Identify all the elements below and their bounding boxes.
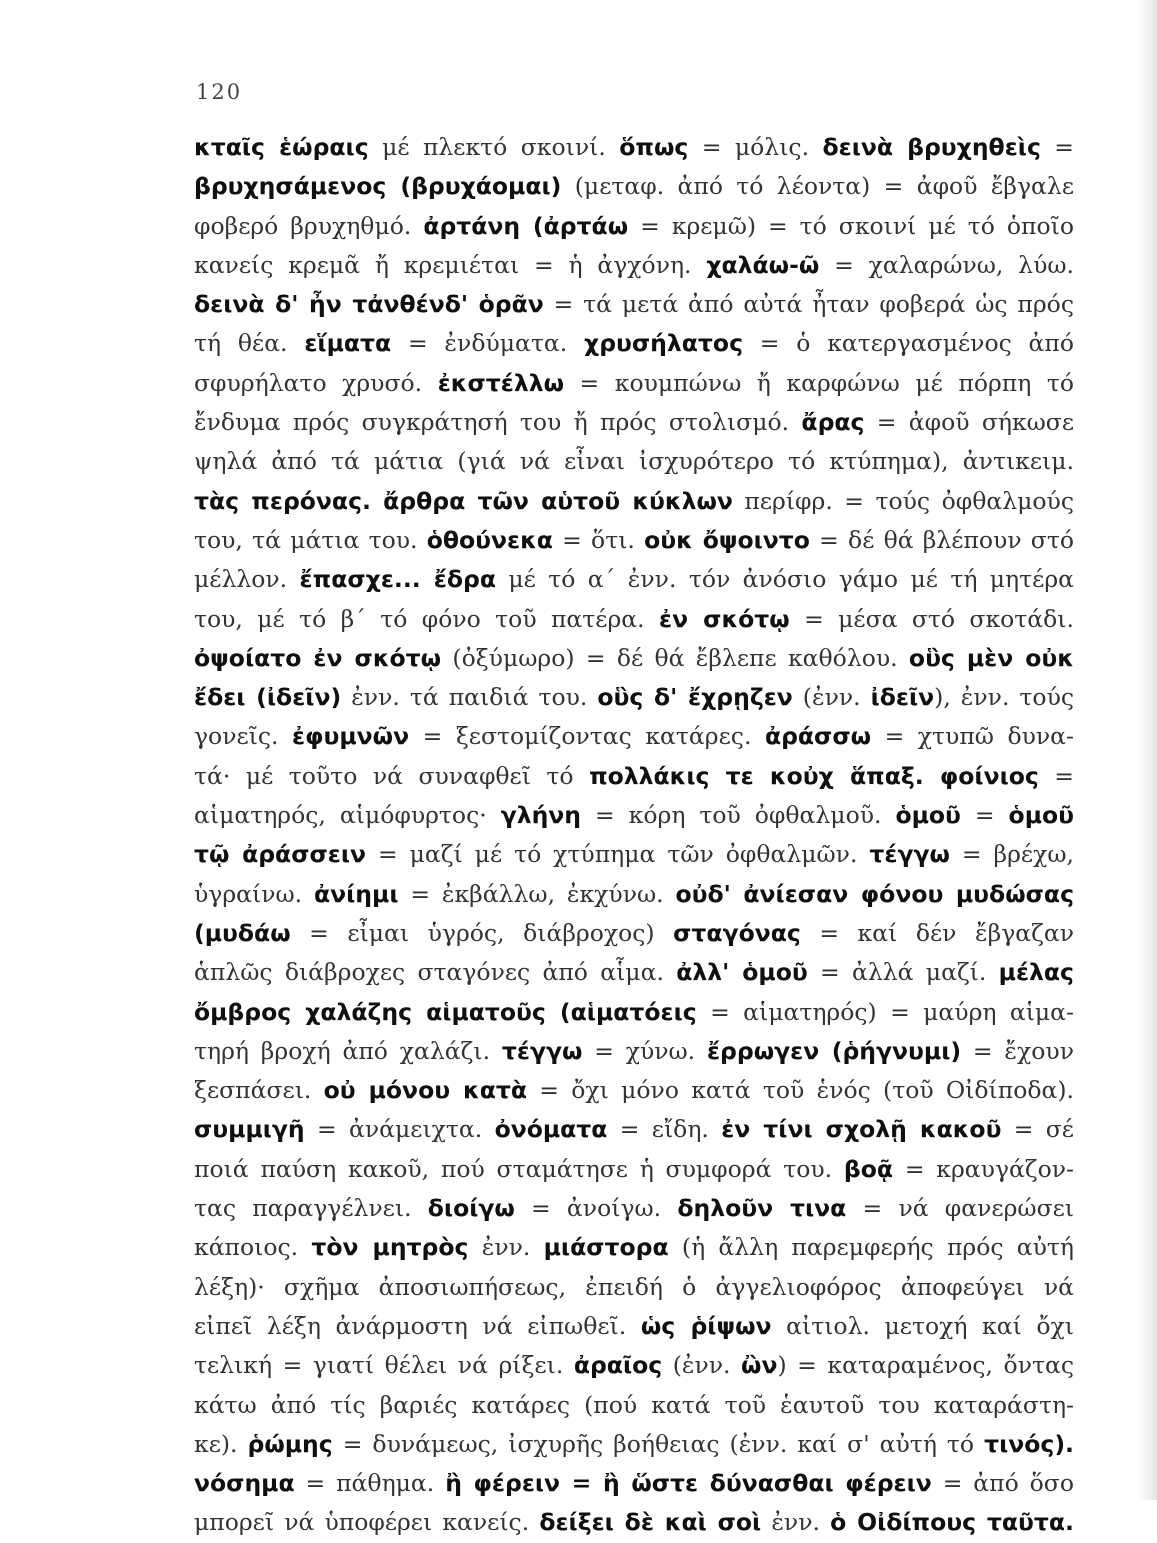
gloss-text: = ἀνάμειχτα. [304,1115,495,1144]
lemma-term: τινός). [984,1429,1074,1458]
text-line [194,1110,1074,1149]
gloss-text: τας παραγγέλνει. [194,1194,428,1223]
gloss-text: = ὄχι μόνο κατά τοῦ ἑνός (τοῦ Οἰδίποδα). [527,1076,1075,1105]
lemma-term: ἔρρωγεν (ῥήγνυμι) [706,1036,962,1065]
gloss-text: = [960,801,1009,830]
page-number: 120 [196,80,243,104]
text-line [194,796,1074,835]
lemma-term: οὐκ ὄψοιντο [644,525,810,554]
gloss-text: = ὁ κατεργασμένος ἀπό [743,329,1075,358]
text-line [194,1189,1074,1228]
lemma-term: μιάστορα [543,1233,669,1262]
gloss-text: = νά φανερώσει [846,1194,1074,1223]
lemma-term: μέλας [998,958,1074,987]
gloss-text: τελική = γιατί θέλει νά ρίξει. [194,1351,574,1380]
gloss-text: (ἐνν. [662,1351,742,1380]
gloss-text: = μαζί μέ τό χτύπημα τῶν ὀφθαλμῶν. [366,840,870,869]
lemma-term: ὁθούνεκα [426,525,553,554]
lemma-term: ὀψοίατο ἐν σκότῳ [194,643,442,672]
text-line [194,521,1074,560]
gloss-text: = ἐκβάλλω, ἐκχύνω. [398,879,676,908]
lemma-term: βρυχησάμενος (βρυχάομαι) [194,172,562,201]
text-line [194,324,1074,363]
gloss-text: μέλλον. [194,565,300,594]
gloss-text: = κρεμῶ) = τό σκοινί μέ τό ὁποῖο [628,211,1074,240]
gloss-text: ) = καταραμένος, ὄντας [777,1351,1075,1380]
lemma-term: ἀρτάνη (ἀρτάω [423,211,629,240]
text-line [194,560,1074,599]
gloss-text: φοβερό βρυχηθμό. [194,211,424,240]
lemma-term: ὁ Οἰδίπους ταῦτα. [830,1508,1074,1537]
text-line [194,600,1074,639]
lemma-term: κταῖς ἑώραις [194,133,369,161]
gloss-text: κανείς κρεμᾶ ἤ κρεμιέται = ἡ ἀγχόνη. [194,250,707,279]
lemma-term: ἔπασχε... ἔδρα [299,565,496,594]
lemma-term: σταγόνας [673,918,801,947]
gloss-text: (μεταφ. ἀπό τό λέοντα) = ἀφοῦ ἔβγαλε [561,172,1074,201]
lemma-term: ἐν τίνι σχολῇ κακοῦ [721,1115,1002,1144]
text-line [194,835,1074,874]
gloss-text: = αἱματηρός) = μαύρη αἱμα- [696,997,1074,1026]
text-line [194,1386,1074,1425]
gloss-text: = χτυπῶ δυνα- [871,722,1074,751]
lemma-term: δείξει δὲ καὶ σοὶ [539,1508,762,1537]
lemma-term: ἰδεῖν [870,683,935,712]
gloss-text: = ἔχουν [961,1036,1074,1065]
gloss-text: κε). [194,1429,248,1458]
lemma-term: ἐν σκότῳ [659,604,790,633]
gloss-text: = δέ θά βλέπουν στό [809,525,1074,554]
gloss-text: τή θέα. [194,329,305,358]
lemma-term: χαλάω-ῶ [706,250,820,279]
gloss-text: (ἡ ἄλλη παρεμφερής πρός αὐτή [668,1233,1075,1262]
gloss-text: αἱματηρός, αἱμόφυρτος· [194,801,501,830]
text-line [194,1503,1074,1542]
lemma-term: ἐκστέλλω [437,368,565,397]
gloss-text: ξεσπάσει. [194,1076,324,1105]
lemma-term: (μυδάω [194,918,291,947]
gloss-text: ποιά παύση κακοῦ, πού σταμάτησε ἡ συμφορά του. [194,1154,844,1183]
gloss-text: μέ τό α΄ ἐνν. τόν ἀνόσιο γάμο μέ τή μητέρα [495,565,1075,594]
lemma-term: ἀράσσω [764,722,872,751]
gloss-text: ), ἐνν. τούς [934,683,1075,712]
lemma-term: ὁμοῦ [895,801,961,830]
lemma-term: ὡς ῥίψων [640,1311,772,1340]
text-line [194,757,1074,796]
gloss-text: (ὀξύμωρο) = δέ θά ἔβλεπε καθόλου. [441,643,909,672]
gloss-text: του, τά μάτια του. [194,525,427,554]
text-line [194,285,1074,324]
lemma-term: εἵματα [304,329,392,358]
gloss-text: = δυνάμεως, ἰσχυρῆς βοήθειας (ἐνν. καί σ' αὐτή τό [332,1429,985,1458]
gloss-text: = τά μετά ἀπό αὐτά ἦταν φοβερά ὡς πρός [543,290,1074,319]
gloss-text: (ἐνν. [792,683,871,712]
text-line [194,1268,1074,1307]
text-line [194,207,1074,246]
lemma-term: οὐ μόνου κατὰ [323,1076,528,1105]
gloss-text: = ξεστομίζοντας κατάρες. [409,722,765,751]
gloss-text: = ἐνδύματα. [391,329,585,358]
text-line [194,442,1074,481]
lemma-term: τέγγω [869,840,950,869]
gloss-text: = κόρη τοῦ ὀφθαλμοῦ. [581,801,896,830]
text-line [194,128,1074,167]
lemma-term: δεινὰ δ' ἦν τἀνθένδ' ὁρᾶν [194,290,544,319]
gloss-text: λέξη)· σχῆμα ἀποσιωπήσεως, ἐπειδή ὁ ἀγγελιοφόρος ἀποφεύγει νά [194,1272,1074,1301]
gloss-text: = βρέχω, [949,840,1074,869]
lemma-term: ἀραῖος [573,1351,663,1380]
lemma-term: δεινὰ βρυχηθεὶς [822,133,1041,161]
text-line [194,1032,1074,1071]
gloss-text: = ἀνοίγω. [514,1194,678,1223]
commentary-text [194,128,1074,1543]
lemma-term: νόσημα [194,1469,295,1498]
lemma-term: ἀλλ' ὁμοῦ [676,958,808,987]
gloss-text: εἰπεῖ λέξη ἀνάρμοστη νά εἰπωθεῖ. [194,1311,641,1340]
gloss-text: = χαλαρώνω, λύω. [819,250,1074,279]
text-line [194,1150,1074,1189]
lemma-term: οὓς μὲν οὐκ [908,643,1074,672]
gloss-text: = ἀφοῦ σήκωσε [864,408,1075,437]
gloss-text: μπορεῖ νά ὑποφέρει κανείς. [194,1508,540,1537]
lemma-term: οὐδ' ἀνίεσαν φόνου μυδώσας [675,879,1074,908]
lemma-term: χρυσήλατος [584,329,744,358]
lemma-term: ἐφυμνῶν [292,722,410,751]
gloss-text: = χύνω. [582,1036,707,1065]
lemma-term: τὸν μητρὸς [311,1233,469,1262]
lemma-term: ὄμβρος χαλάζης αἱματοῦς (αἱματόεις [194,997,697,1026]
gloss-text: κάτω ἀπό τίς βαριές κατάρες (πού κατά τοῦ ἑαυτοῦ του καταράστη- [194,1390,1074,1419]
gloss-text: μέ πλεκτό σκοινί. [368,133,620,161]
text-line [194,678,1074,717]
gloss-text: σφυρήλατο χρυσό. [194,368,438,397]
lemma-term: ἢ φέρειν = ἢ ὥστε δύνασθαι φέρειν [445,1469,932,1498]
text-line [194,875,1074,914]
gloss-text: του, μέ τό β΄ τό φόνο τοῦ πατέρα. [194,604,659,633]
lemma-term: ὁμοῦ [1008,801,1074,830]
lemma-term: συμμιγῆ [194,1115,305,1144]
lemma-term: ἄρας [801,408,865,437]
text-line [194,1228,1074,1267]
page-edge-shadow [1137,0,1157,1500]
lemma-term: ἔδει (ἰδεῖν) [194,683,342,712]
gloss-text: ψηλά ἀπό τά μάτια (γιά νά εἶναι ἰσχυρότερο τό κτύπημα), ἀντικειμ. [194,447,1074,476]
lemma-term: διοίγω [427,1194,515,1223]
lemma-term: δηλοῦν τινα [677,1194,847,1223]
text-line [194,993,1074,1032]
gloss-text: = μέσα στό σκοτάδι. [789,604,1074,633]
lemma-term: βοᾷ [843,1154,894,1183]
lemma-term: πολλάκις τε κοὐχ ἅπαξ. φοίνιος [589,761,1039,790]
lemma-term: ὢν [741,1351,778,1380]
text-line [194,364,1074,403]
gloss-text: = εἴδη. [607,1115,722,1144]
text-line [194,1425,1074,1464]
lemma-term: τὰς περόνας. ἄρθρα τῶν αὑτοῦ κύκλων [194,486,733,515]
lemma-term: τῷ ἀράσσειν [194,840,367,869]
gloss-text: αἰτιολ. μετοχή καί ὄχι [771,1311,1075,1340]
text-line [194,1464,1074,1503]
gloss-text: = σέ [1001,1115,1074,1144]
gloss-text: = ἀλλά μαζί. [807,958,999,987]
gloss-text: = κραυγάζον- [893,1154,1074,1183]
gloss-text: = ἀπό ὅσο [931,1469,1074,1498]
text-line [194,246,1074,285]
text-line [194,1307,1074,1346]
gloss-text: τηρή βροχή ἀπό χαλάζι. [194,1036,502,1065]
gloss-text: γονεῖς. [194,722,293,751]
gloss-text: ἐνν. [468,1233,544,1262]
text-line [194,482,1074,521]
text-line [194,953,1074,992]
gloss-text: ἔνδυμα πρός συγκράτησή του ἤ πρός στολισμό. [194,408,802,437]
text-line [194,639,1074,678]
text-line [194,403,1074,442]
lemma-term: ὅπως [619,133,689,161]
gloss-text: = εἶμαι ὑγρός, διάβροχος) [290,918,674,947]
text-line [194,167,1074,206]
lemma-term: ῥώμης [247,1429,333,1458]
text-line [194,717,1074,756]
gloss-text: ἁπλῶς διάβροχες σταγόνες ἀπό αἷμα. [194,958,677,987]
gloss-text: = πάθημα. [294,1469,446,1498]
gloss-text: = κουμπώνω ἤ καρφώνω μέ πόρπη τό [564,368,1075,397]
text-line [194,1071,1074,1110]
lemma-term: ἀνίημι [314,879,399,908]
gloss-text: ὑγραίνω. [194,879,314,908]
gloss-text: = μόλις. [688,133,823,161]
text-line [194,914,1074,953]
gloss-text: = [1040,133,1074,161]
lemma-term: οὓς δ' ἔχρῃζεν [597,683,793,712]
text-line [194,1346,1074,1385]
gloss-text: ἐνν. [761,1508,831,1537]
lemma-term: ὀνόματα [494,1115,608,1144]
gloss-text: κάποιος. [194,1233,312,1262]
lemma-term: τέγγω [501,1036,583,1065]
gloss-text: περίφρ. = τούς ὀφθαλμούς [732,486,1074,515]
lemma-term: γλήνη [500,801,582,830]
gloss-text: ἐνν. τά παιδιά του. [341,683,598,712]
gloss-text: = καί δέν ἔβγαζαν [800,918,1074,947]
gloss-text: τά· μέ τοῦτο νά συναφθεῖ τό [194,761,590,790]
gloss-text: = ὅτι. [552,525,645,554]
gloss-text: = [1038,761,1074,790]
